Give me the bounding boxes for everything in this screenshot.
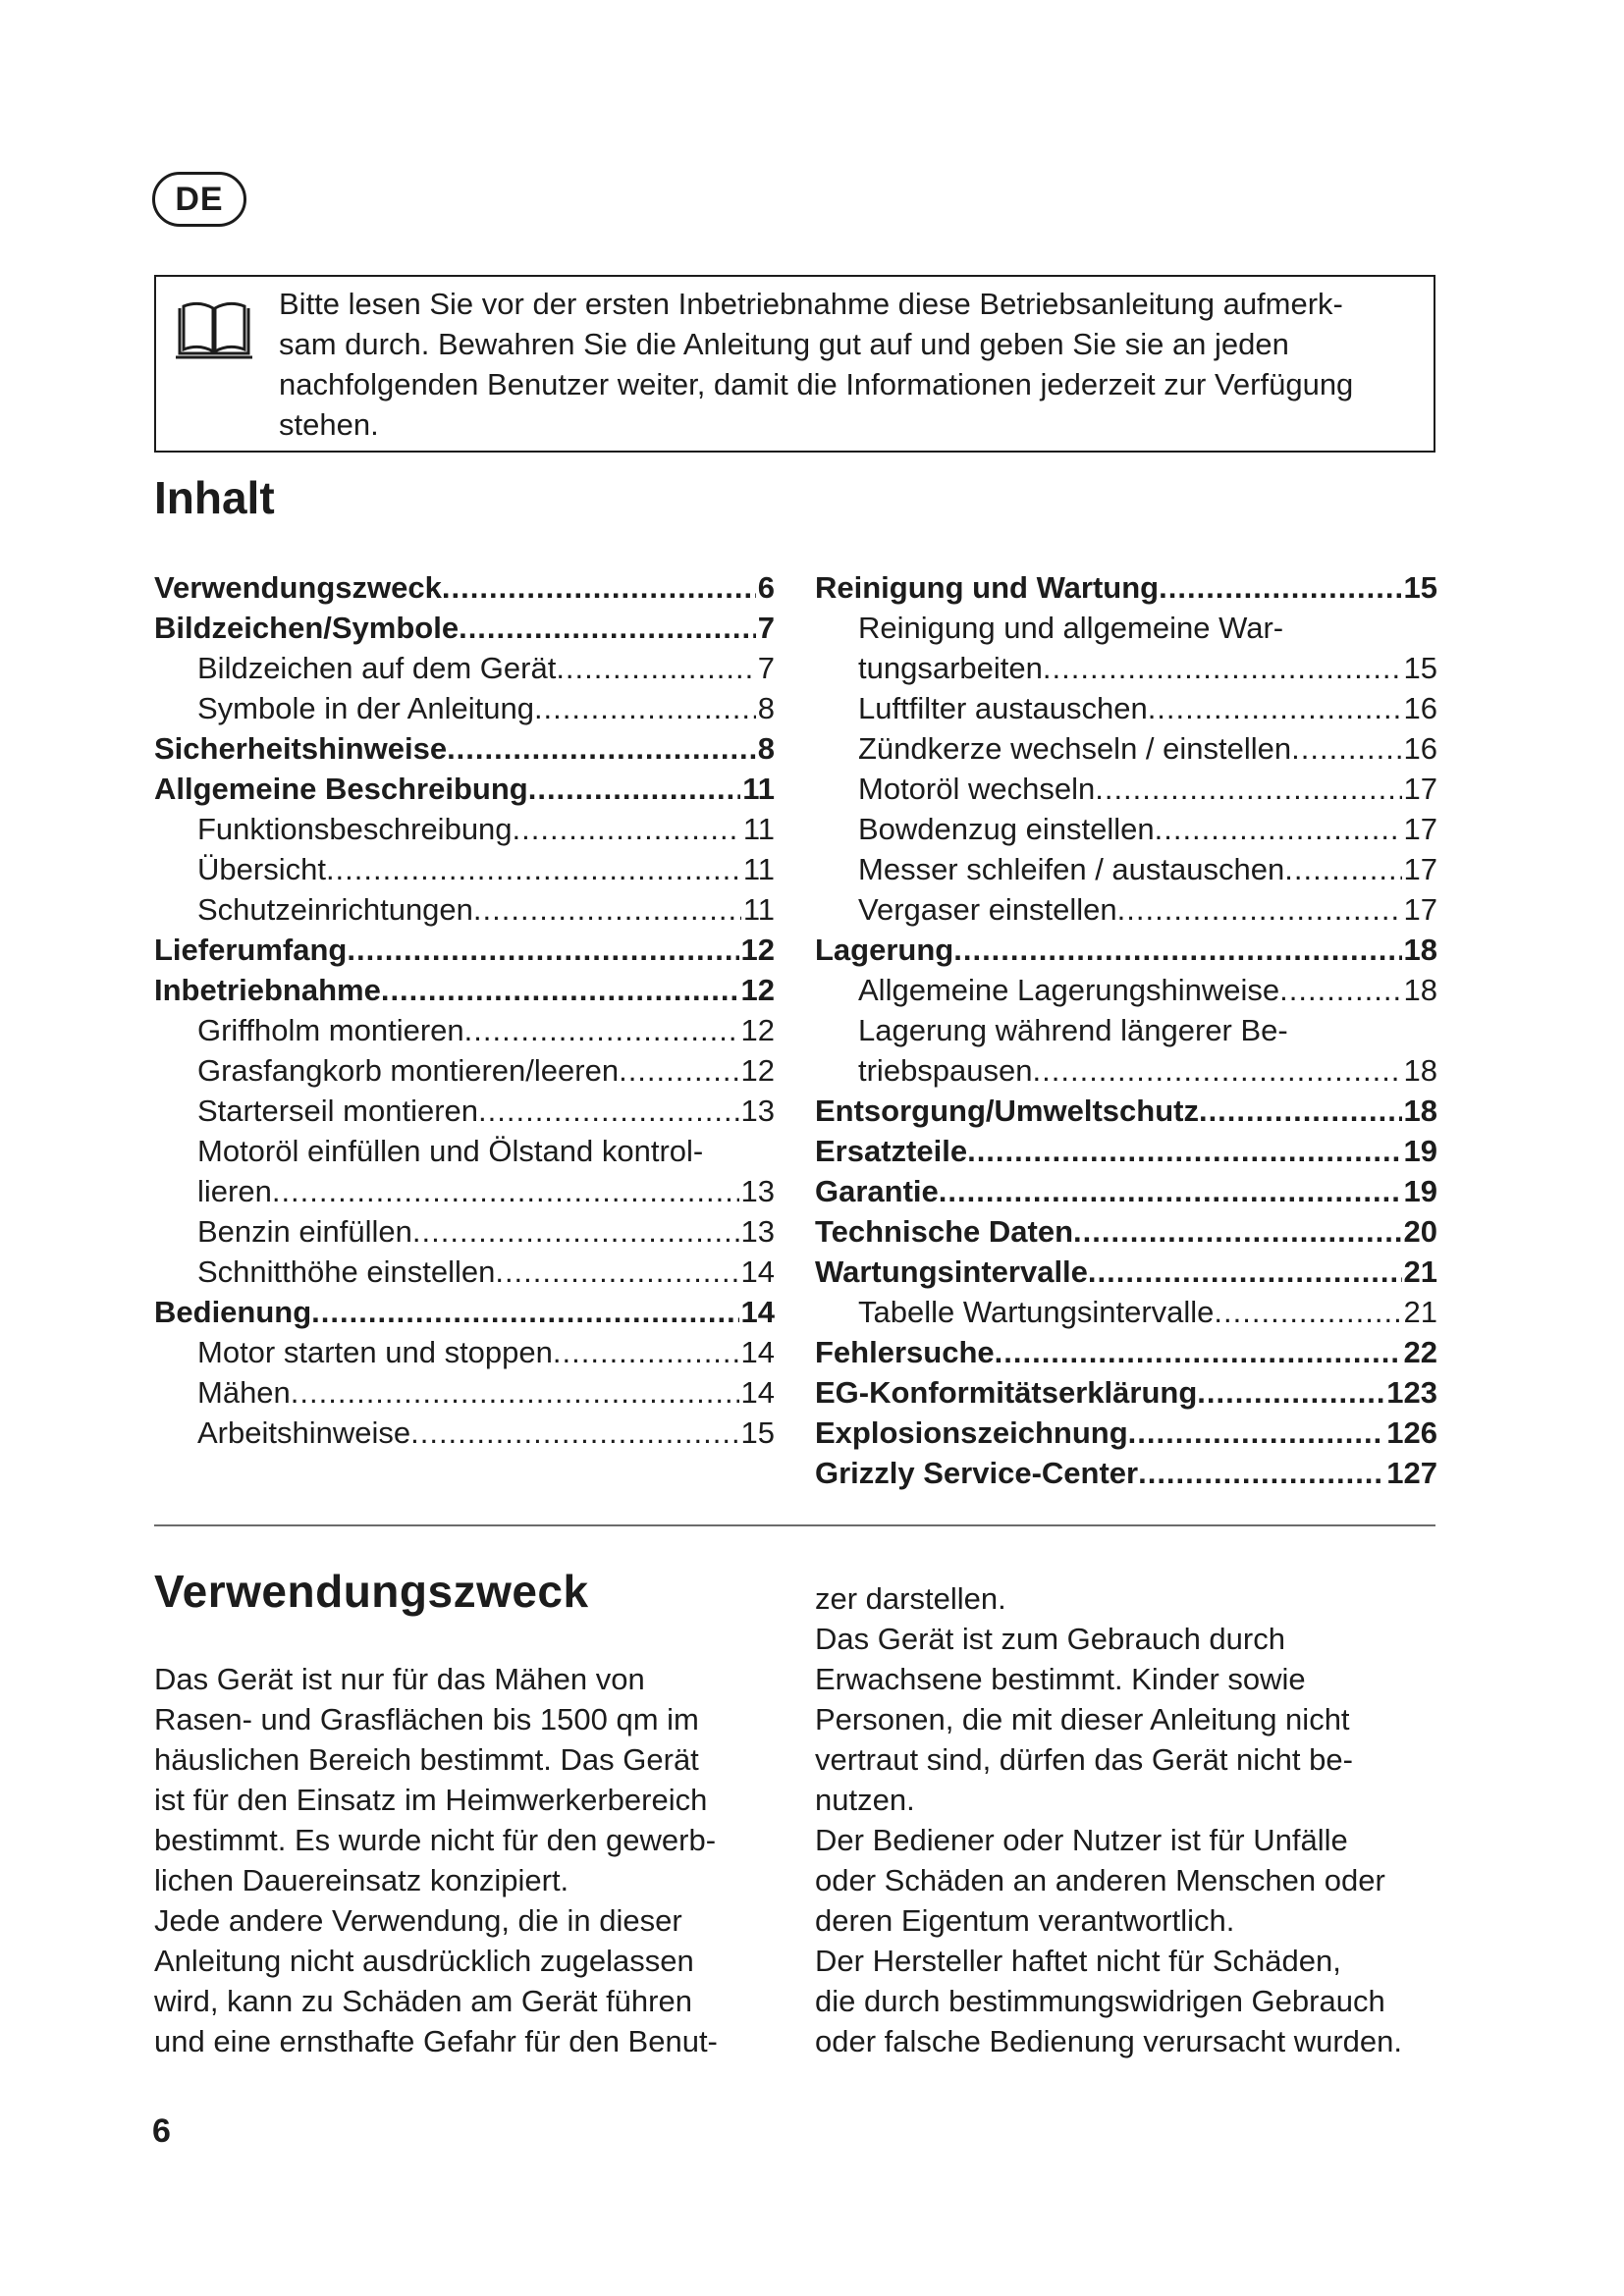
text-line: Anleitung nicht ausdrücklich zugelassen [154, 1944, 694, 1978]
toc-entry[interactable] [815, 1372, 1437, 1413]
section-text-left [154, 1659, 783, 2061]
toc-entry-page: 16 [1403, 691, 1437, 725]
toc-entry-label: Verwendungszweck [154, 570, 442, 605]
toc-entry-label: Allgemeine Lagerungshinweise [858, 973, 1280, 1007]
toc-entry-page: 11 [742, 852, 775, 886]
toc-leader-dots [967, 1131, 1401, 1171]
toc-entry[interactable] [154, 970, 775, 1010]
toc-entry-label: Entsorgung/Umweltschutz [815, 1094, 1199, 1128]
toc-entry-label: Technische Daten [815, 1214, 1074, 1249]
toc-entry-label: Motoröl wechseln [858, 772, 1096, 806]
toc-entry-label: Schnitthöhe einstellen [197, 1255, 496, 1289]
toc-entry-page: 21 [1403, 1295, 1437, 1329]
toc-leader-dots [1199, 1091, 1402, 1131]
toc-entry-page: 12 [740, 973, 775, 1007]
toc-entry[interactable] [815, 1050, 1437, 1091]
toc-entry[interactable] [815, 1332, 1437, 1372]
toc-entry-label: Vergaser einstellen [858, 892, 1117, 927]
toc-leader-dots [1214, 1292, 1401, 1332]
toc-entry-page: 15 [1403, 651, 1437, 685]
toc-entry[interactable] [154, 1413, 775, 1453]
toc-entry[interactable] [154, 849, 775, 889]
toc-entry[interactable] [154, 889, 775, 930]
section-divider [154, 1524, 1435, 1526]
toc-entry[interactable] [154, 688, 775, 728]
toc-entry-label: Zündkerze wechseln / einstellen [858, 731, 1292, 766]
toc-entry-page: 17 [1403, 772, 1437, 806]
toc-entry-page: 19 [1403, 1174, 1437, 1208]
toc-entry-label: Lieferumfang [154, 933, 348, 967]
toc-leader-dots [1159, 567, 1401, 608]
text-line: häuslichen Bereich bestimmt. Das Gerät [154, 1742, 699, 1777]
toc-entry-label: Sicherheitshinweise [154, 731, 448, 766]
text-line: Personen, die mit dieser Anleitung nicht [815, 1702, 1350, 1736]
toc-leader-dots [534, 688, 756, 728]
toc-entry-page: 8 [757, 731, 775, 766]
book-icon [174, 300, 254, 363]
toc-leader-dots [939, 1171, 1402, 1211]
text-line: ist für den Einsatz im Heimwerkerbereich [154, 1783, 708, 1817]
toc-entry-label: Allgemeine Beschreibung [154, 772, 528, 806]
text-line: deren Eigentum verantwortlich. [815, 1903, 1235, 1938]
toc-entry-page: 11 [742, 812, 775, 846]
toc-entry-label: triebspausen [858, 1053, 1033, 1088]
toc-entry-page: 16 [1403, 731, 1437, 766]
toc-leader-dots [1043, 648, 1402, 688]
toc-entry[interactable] [815, 1171, 1437, 1211]
toc-entry-label: Inbetriebnahme [154, 973, 381, 1007]
toc-entry[interactable] [154, 1211, 775, 1252]
text-line: Rasen- und Grasflächen bis 1500 qm im [154, 1702, 699, 1736]
toc-entry-label: Ersatzteile [815, 1134, 968, 1168]
toc-leader-dots [478, 1091, 739, 1131]
toc-entry-page: 17 [1403, 812, 1437, 846]
toc-entry-label: Grasfangkorb montieren/leeren [197, 1053, 620, 1088]
toc-entry[interactable] [815, 688, 1437, 728]
toc-leader-dots [528, 769, 741, 809]
toc-entry-page: 126 [1386, 1415, 1437, 1450]
toc-leader-dots [953, 930, 1401, 970]
text-line: oder falsche Bedienung verursacht wurden. [815, 2024, 1402, 2058]
toc-entry-page: 7 [757, 651, 775, 685]
toc-entry-page: 17 [1403, 892, 1437, 927]
toc-entry[interactable] [154, 728, 775, 769]
toc-leader-dots [1128, 1413, 1385, 1453]
toc-entry-label: lieren [197, 1174, 272, 1208]
toc-entry-label: Funktionsbeschreibung [197, 812, 513, 846]
toc-entry[interactable] [815, 1413, 1437, 1453]
toc-entry-page: 13 [740, 1214, 775, 1249]
toc-leader-dots [1279, 970, 1401, 1010]
toc-entry-page: 7 [757, 611, 775, 645]
toc-entry[interactable] [154, 1292, 775, 1332]
toc-entry[interactable] [154, 769, 775, 809]
toc-entry-page: 14 [740, 1255, 775, 1289]
toc-entry-page: 14 [740, 1335, 775, 1369]
toc-entry-label: Motor starten und stoppen [197, 1335, 553, 1369]
toc-entry-label: Lagerung [815, 933, 954, 967]
toc-leader-dots [464, 1010, 739, 1050]
toc-entry[interactable] [154, 1252, 775, 1292]
toc-entry-label: Symbole in der Anleitung [197, 691, 534, 725]
text-line: Der Bediener oder Nutzer ist für Unfälle [815, 1823, 1348, 1857]
toc-entry-page: 14 [740, 1295, 775, 1329]
toc-leader-dots [1148, 688, 1402, 728]
toc-leader-dots [347, 930, 738, 970]
toc-entry-page: 15 [740, 1415, 775, 1450]
toc-leader-dots [442, 567, 756, 608]
toc-entry[interactable] [815, 728, 1437, 769]
toc-entry-page: 20 [1403, 1214, 1437, 1249]
toc-entry-page: 18 [1403, 973, 1437, 1007]
toc-entry[interactable] [815, 648, 1437, 688]
toc-leader-dots [326, 849, 741, 889]
toc-entry-label: Bowdenzug einstellen [858, 812, 1155, 846]
page-number: 6 [152, 2112, 171, 2150]
toc-leader-dots [495, 1252, 738, 1292]
notice-line: nachfolgenden Benutzer weiter, damit die Informationen jederzeit zur Verfügung [279, 367, 1354, 401]
toc-entry[interactable] [815, 809, 1437, 849]
toc-entry-label: Explosionszeichnung [815, 1415, 1128, 1450]
text-line: vertraut sind, dürfen das Gerät nicht be- [815, 1742, 1353, 1777]
toc-entry[interactable] [154, 567, 775, 608]
toc-entry-label: Arbeitshinweise [197, 1415, 411, 1450]
toc-entry-label: tungsarbeiten [858, 651, 1043, 685]
toc-entry-label: Mähen [197, 1375, 291, 1410]
toc-entry[interactable] [815, 567, 1437, 608]
toc-entry[interactable] [154, 930, 775, 970]
text-line: zer darstellen. [815, 1581, 1006, 1616]
toc-leader-dots [291, 1372, 739, 1413]
toc-entry[interactable] [815, 930, 1437, 970]
toc-entry[interactable] [154, 1050, 775, 1091]
toc-entry-label: Grizzly Service-Center [815, 1456, 1139, 1490]
toc-entry[interactable] [154, 608, 775, 648]
toc-leader-dots [381, 970, 739, 1010]
toc-leader-dots [1073, 1211, 1402, 1252]
toc-entry-page: 13 [740, 1094, 775, 1128]
toc-leader-dots [1291, 728, 1401, 769]
toc-entry[interactable] [815, 849, 1437, 889]
toc-entry-page: 11 [742, 772, 775, 806]
notice-box [154, 275, 1435, 453]
toc-entry-page: 127 [1386, 1456, 1437, 1490]
notice-line: sam durch. Bewahren Sie die Anleitung gut auf und geben Sie sie an jeden [279, 327, 1289, 361]
toc-entry-page: 11 [742, 892, 775, 927]
toc-entry-page: 15 [1403, 570, 1437, 605]
toc-entry-label: Starterseil montieren [197, 1094, 479, 1128]
toc-entry-label: Reinigung und Wartung [815, 570, 1160, 605]
toc-leader-dots [410, 1413, 738, 1453]
toc-entry-wrap: Motoröl einfüllen und Ölstand kontrol- [197, 1134, 704, 1168]
text-line: und eine ernsthafte Gefahr für den Benut- [154, 2024, 718, 2058]
toc-entry-page: 13 [740, 1174, 775, 1208]
toc-entry[interactable] [815, 889, 1437, 930]
toc-entry-label: Fehlersuche [815, 1335, 995, 1369]
toc-entry-page: 6 [757, 570, 775, 605]
text-line: Das Gerät ist nur für das Mähen von [154, 1662, 645, 1696]
toc-leader-dots [272, 1171, 739, 1211]
toc-entry-label: Schutzeinrichtungen [197, 892, 473, 927]
text-line: Das Gerät ist zum Gebrauch durch [815, 1622, 1285, 1656]
toc-entry[interactable] [815, 1292, 1437, 1332]
toc-entry-page: 8 [757, 691, 775, 725]
toc-leader-dots [1197, 1372, 1384, 1413]
toc-entry-page: 12 [740, 1013, 775, 1047]
text-line: wird, kann zu Schäden am Gerät führen [154, 1984, 692, 2018]
language-badge: DE [152, 172, 246, 227]
toc-leader-dots [1284, 849, 1401, 889]
text-line: oder Schäden an anderen Menschen oder [815, 1863, 1385, 1897]
section-heading: Verwendungszweck [154, 1566, 589, 1617]
toc-entry[interactable] [154, 1171, 775, 1211]
toc-entry-label: Luftfilter austauschen [858, 691, 1148, 725]
toc-entry[interactable] [815, 769, 1437, 809]
notice-text [279, 284, 1428, 445]
toc-leader-dots [995, 1332, 1402, 1372]
toc-entry[interactable] [154, 1332, 775, 1372]
toc-entry-label: Messer schleifen / austauschen [858, 852, 1285, 886]
toc-leader-dots [1095, 769, 1401, 809]
toc-leader-dots [459, 608, 756, 648]
toc-entry-label: EG-Konformitätserklärung [815, 1375, 1198, 1410]
text-line: Jede andere Verwendung, die in dieser [154, 1903, 682, 1938]
toc-entry[interactable] [815, 1131, 1437, 1171]
toc-leader-dots [447, 728, 756, 769]
toc-leader-dots [513, 809, 741, 849]
toc-entry-label: Bedienung [154, 1295, 312, 1329]
toc-entry-label: Tabelle Wartungsintervalle [858, 1295, 1215, 1329]
toc-entry-label: Bildzeichen/Symbole [154, 611, 460, 645]
toc-entry-label: Übersicht [197, 852, 326, 886]
toc-entry-page: 12 [740, 933, 775, 967]
toc-entry[interactable] [815, 1252, 1437, 1292]
toc-entry-page: 18 [1403, 1094, 1437, 1128]
toc-entry[interactable] [154, 648, 775, 688]
toc-leader-dots [473, 889, 741, 930]
toc-entry-page: 21 [1403, 1255, 1437, 1289]
toc-entry-page: 18 [1403, 933, 1437, 967]
notice-line: Bitte lesen Sie vor der ersten Inbetriebnahme diese Betriebsanleitung aufmerk- [279, 287, 1343, 321]
toc-entry[interactable] [815, 970, 1437, 1010]
section-text-right [815, 1578, 1443, 2061]
toc-entry-page: 123 [1386, 1375, 1437, 1410]
toc-leader-dots [1155, 809, 1402, 849]
toc-entry-wrap: Reinigung und allgemeine War- [858, 611, 1284, 645]
toc-entry-label: Griffholm montieren [197, 1013, 464, 1047]
toc-leader-dots [1138, 1453, 1384, 1493]
toc-leader-dots [553, 1332, 739, 1372]
toc-entry[interactable] [815, 1453, 1437, 1493]
toc-entry-page: 17 [1403, 852, 1437, 886]
toc-entry[interactable] [154, 1010, 775, 1050]
toc-entry-page: 12 [740, 1053, 775, 1088]
toc-heading: Inhalt [154, 472, 275, 523]
toc-entry-page: 14 [740, 1375, 775, 1410]
text-line: bestimmt. Es wurde nicht für den gewerb- [154, 1823, 717, 1857]
text-line: lichen Dauereinsatz konzipiert. [154, 1863, 569, 1897]
toc-leader-dots [1117, 889, 1402, 930]
toc-leader-dots [1033, 1050, 1402, 1091]
toc-entry-wrap: Lagerung während längerer Be- [858, 1013, 1288, 1047]
toc-column-left [154, 567, 775, 1453]
toc-entry[interactable] [154, 1091, 775, 1131]
toc-leader-dots [1088, 1252, 1402, 1292]
toc-entry-label: Wartungsintervalle [815, 1255, 1088, 1289]
toc-entry-label: Garantie [815, 1174, 939, 1208]
toc-entry[interactable] [154, 1372, 775, 1413]
toc-entry[interactable] [815, 1091, 1437, 1131]
toc-leader-dots [556, 648, 755, 688]
toc-leader-dots [412, 1211, 739, 1252]
toc-leader-dots [311, 1292, 738, 1332]
text-line: Der Hersteller haftet nicht für Schäden, [815, 1944, 1341, 1978]
toc-entry[interactable] [154, 809, 775, 849]
text-line: nutzen. [815, 1783, 915, 1817]
toc-column-right [815, 567, 1437, 1493]
toc-leader-dots [619, 1050, 738, 1091]
notice-line: stehen. [279, 407, 379, 442]
text-line: Erwachsene bestimmt. Kinder sowie [815, 1662, 1306, 1696]
toc-entry-page: 22 [1403, 1335, 1437, 1369]
text-line: die durch bestimmungswidrigen Gebrauch [815, 1984, 1385, 2018]
toc-entry-page: 19 [1403, 1134, 1437, 1168]
toc-entry[interactable] [815, 1211, 1437, 1252]
toc-entry-label: Benzin einfüllen [197, 1214, 412, 1249]
toc-entry-label: Bildzeichen auf dem Gerät [197, 651, 557, 685]
toc-entry-page: 18 [1403, 1053, 1437, 1088]
